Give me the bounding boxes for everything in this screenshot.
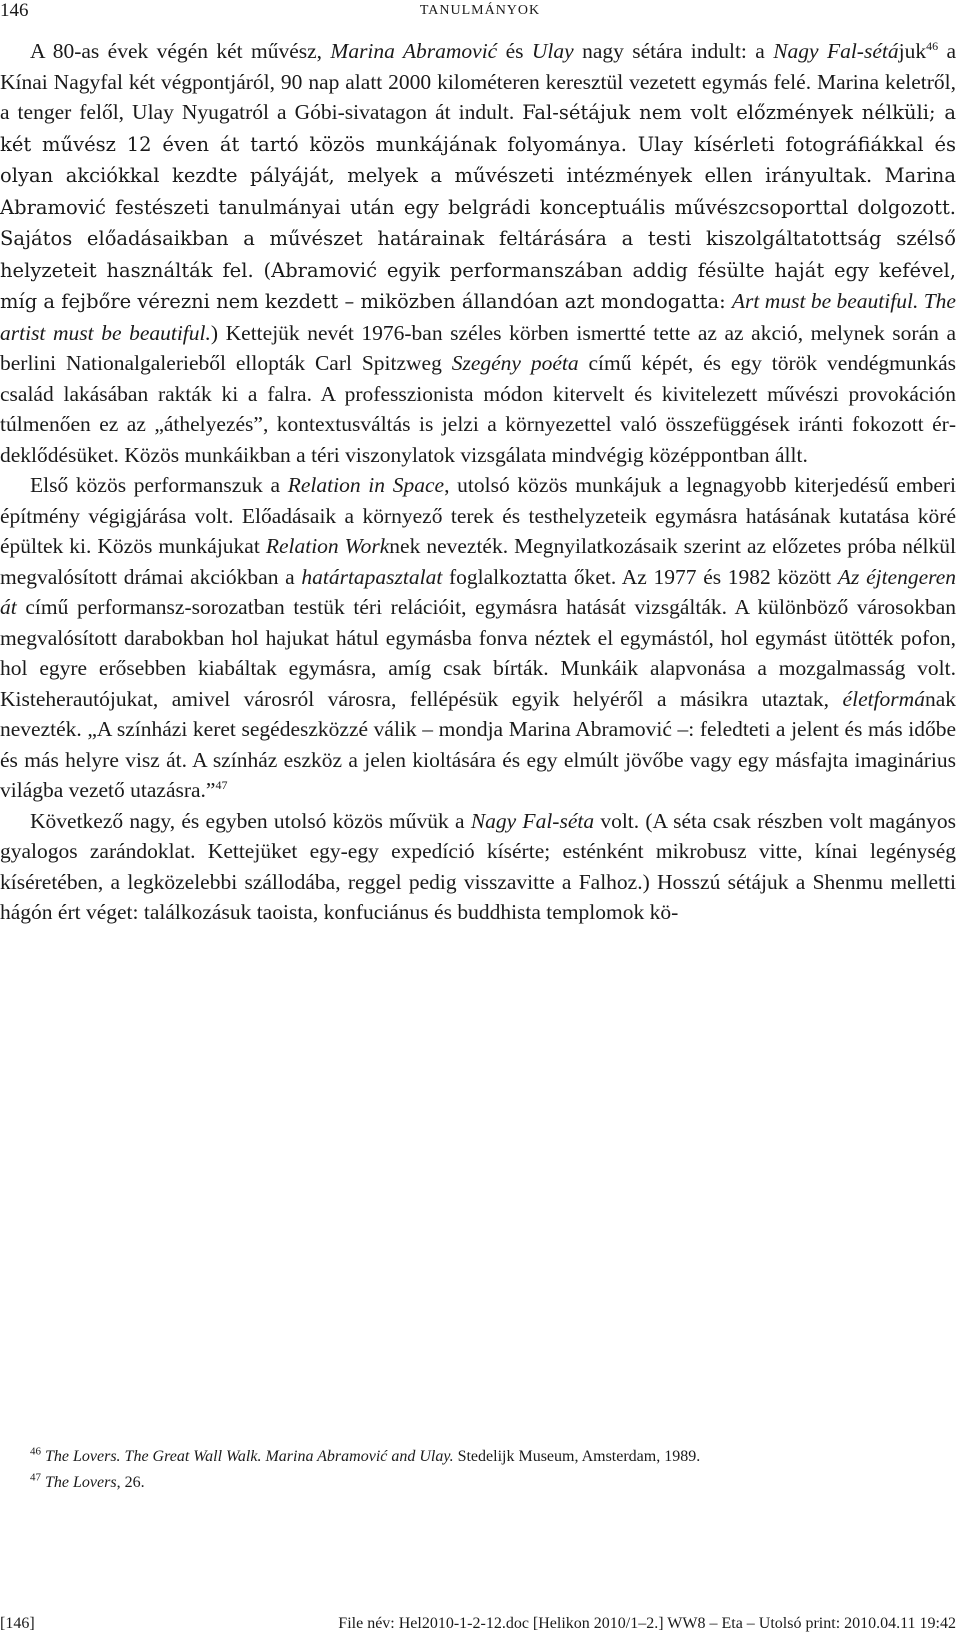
italic-text: Az éjtengeren át: [0, 564, 957, 619]
footnote-ref: 47: [30, 1471, 41, 1484]
text-run: volt. (A séta csak részben volt magányos gyalogos zarándoklat. Kettejüket egy-egy expedíció kísérte; esténként mikrobusz vitte, kínai legénység kíséretében, a legközelebbi szállodába, reggel pedig visszavitte a Falhoz.) Hosszú sétájuk a Shenmu melletti hágón ért véget: találkozásuk taoista, konfuciánus és buddhista templomok kö-: [0, 808, 956, 924]
footnote-ref: 47: [215, 777, 228, 792]
text-run: című képét, és egy török vendégmunkás család lakásában rakták ki a falra. A professzionista módon kitervelt és kivitelezett művészi provokáción túlmenően ez az „áthelyezés”, kontextusváltás is jelzi a környezettel való összefüggések iránti fokozott érdeklődésüket. Közös munkáikban a téri viszonylatok vizsgálata mindvégig középpontban állt.: [0, 351, 956, 467]
italic-text: Relation Work: [265, 534, 390, 558]
text-run: nak nevezték. „A színházi keret segédeszközzé válik – mondja Marina Abramović –: feledteti a jelent és más időbe és más helyre visz át. A színház eszköz a jelen kioltására és egy elmúlt jövőbe vagy egy másfajta imaginárius világba vezető utazásra.”: [0, 686, 956, 802]
text-run: Első közös performanszuk a: [30, 473, 288, 497]
text-run: Fal-sétájuk nem volt előzmények nélküli; a két művész 12 éven át tartó közös munkájának folyománya. Ulay kísérleti fotográfiákkal és olyan akciókkal kezdte pályáját, melyek a művészeti intézmények ellen irányultak. Marina Abramović festészeti tanulmányai után egy belgrádi konceptuális művészcsoporttal dolgozott. Sajátos előadásaikban a művészet határainak feltárására a testi kiszolgáltatottság szélső helyzeteit használták fel. (Abramović egyik performanszában addig fésülte haját egy kefével, míg a fejbőre vérezni nem kezdett – miközben állandóan azt mondogatta:: [0, 101, 956, 313]
text-run: nagy sétára indult: a: [573, 39, 774, 63]
italic-text: életformá: [842, 686, 925, 711]
footnote-46: [0, 1444, 956, 1470]
running-title: TANULMÁNYOK: [419, 3, 541, 18]
text-run: és: [497, 39, 532, 63]
article-body: [0, 36, 956, 928]
text-run: , utolsó közös munkájuk a legnagyobb kiterjedésű emberi építmény végigjárása volt. Előadásaik a környező terek és testhelyzeteik egymásra hatásának kutatása köré épültek ki. Közös munkájukat: [0, 473, 956, 558]
page-header: [0, 0, 960, 26]
body-paragraph: [0, 806, 956, 928]
text-run: juk: [898, 39, 927, 63]
italic-text: Relation in Space: [287, 473, 445, 497]
footer-page-ref: [146]: [0, 1615, 35, 1632]
text-run: , 26.: [116, 1474, 145, 1491]
page-number: 146: [0, 0, 29, 21]
text-run: foglalkoztatta őket. Az 1977 és 1982 között: [442, 564, 838, 589]
italic-text: The Lovers: [45, 1474, 117, 1491]
italic-text: Marina Abramović: [330, 39, 498, 63]
italic-text: Nagy Fal-séta: [470, 808, 595, 833]
text-run: Következő nagy, és egyben utolsó közös művük a: [30, 808, 471, 833]
footer-file-info: File név: Hel2010-1-2-12.doc [Helikon 2010/1–2.] WW8 – Eta – Utolsó print: 2010.04.11 19:42: [338, 1615, 956, 1632]
text-run: ) Kettejük nevét 1976-ban széles körben ismertté tette az az akció, melynek során a berlini Nationalgalerieből ellopták Carl Spitzweg: [0, 320, 956, 375]
text-run: Stedelijk Museum, Amsterdam, 1989.: [453, 1448, 701, 1465]
text-run: A 80-as évek végén két művész,: [30, 39, 331, 63]
italic-text: The Lovers. The Great Wall Walk. Marina Abramović and Ulay.: [45, 1448, 454, 1465]
text-run: nek nevezték. Megnyilatkozásaik szerint az előzetes próba nélkül megvalósított drámai akciókban a: [0, 534, 956, 589]
page-footer: [0, 1615, 960, 1641]
footnote-ref: 46: [30, 1445, 41, 1458]
italic-text: Szegény poéta: [451, 351, 579, 375]
italic-text: határtapasztalat: [301, 564, 443, 589]
italic-text: Art must be beautiful. The artist must be beautiful.: [0, 289, 956, 345]
body-paragraph: [0, 470, 956, 806]
text-run: a Kínai Nagyfal két végpontjáról, 90 nap alatt 2000 kilométeren keresztül vezetett egymás felé. Marina keletről, a tenger felől, Ulay Nyugatról a Góbi-sivatagon át indult.: [0, 39, 956, 124]
footnote-47: [0, 1470, 956, 1496]
footnotes: [0, 1444, 956, 1496]
text-run: című performansz-sorozatban testük téri relációit, egymásra hatását vizsgálták. A különböző városokban megvalósított darabokban hol hajukat hátul egymásba fonva néztek el egymástól, hol egymást ütötték pofon, hol egyre erősebben kiabáltak egymásra, amíg csak bírták. Munkáik alapvonása a mozgalmasság volt. Kisteherautójukat, amivel városról városra, fellépésük egyik helyéről a másikra utaztak,: [0, 595, 956, 711]
italic-text: Nagy Fal-sétá: [773, 39, 899, 63]
footnote-ref: 46: [926, 38, 939, 53]
body-paragraph: [0, 36, 956, 470]
italic-text: Ulay: [531, 39, 574, 63]
